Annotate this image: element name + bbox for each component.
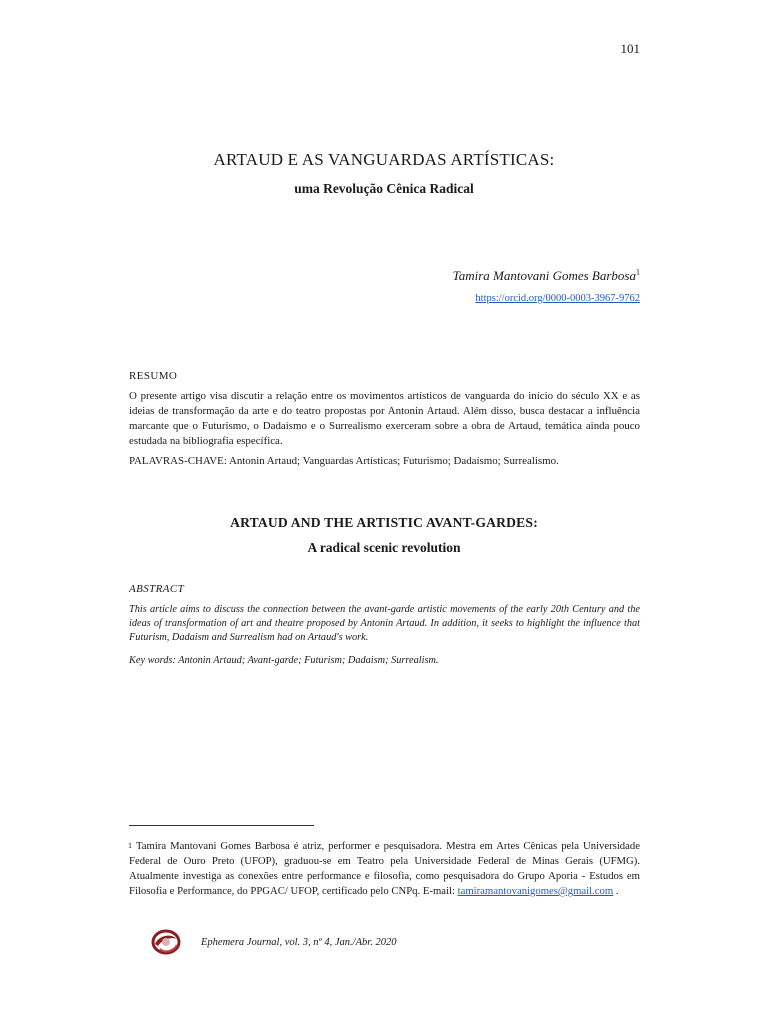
article-subtitle-pt: uma Revolução Cênica Radical xyxy=(294,181,474,196)
author-line xyxy=(453,268,640,284)
footnote-end: . xyxy=(615,885,619,897)
resumo-heading: RESUMO xyxy=(129,370,178,382)
journal-logo-icon xyxy=(149,927,183,957)
resumo-body: O presente artigo visa discutir a relação entre os movimentos artísticos de vanguarda do início do século XX e as ideias de transformação da arte e do teatro propostas por Antonin Artaud. Além disso, busca destacar a influência marcante que o Futurismo, o Dadaísmo e o Surrealismo exerceram sobre a obra de Artaud, temática ainda pouco estudada na bibliografia específica. xyxy=(129,390,640,447)
page-number: 101 xyxy=(620,41,640,56)
author-name: Tamira Mantovani Gomes Barbosa xyxy=(452,268,636,283)
article-subtitle-en: A radical scenic revolution xyxy=(307,540,461,555)
article-title-pt: ARTAUD E AS VANGUARDAS ARTÍSTICAS: xyxy=(213,150,555,169)
footnote xyxy=(129,839,640,899)
journal-footer: Ephemera Journal, vol. 3, nº 4, Jan./Abr. 2020 xyxy=(201,937,397,948)
footnote-text: Tamira Mantovani Gomes Barbosa é atriz, performer e pesquisadora. Mestra em Artes Cênicas pela Universidade Federal de Ouro Preto (UFOP), graduou-se em Teatro pela Universidade Federal de Minas Gerais (UFMG). Atualmente investiga as conexões entre performance e filosofia, como pesquisadora do Grupo Aporia - Estudos em Filosofia e Performance, do PPGAC/ UFOP, certificado pelo CNPq. E-mail: xyxy=(129,840,640,897)
article-title-en: ARTAUD AND THE ARTISTIC AVANT-GARDES: xyxy=(230,515,538,530)
footnote-marker: 1 xyxy=(128,841,132,850)
author-footnote-marker[interactable]: 1 xyxy=(636,267,640,277)
footnote-divider xyxy=(129,825,314,826)
orcid-link[interactable]: https://orcid.org/0000-0003-3967-9762 xyxy=(475,293,640,304)
email-link[interactable]: tamiramantovanigomes@gmail.com xyxy=(457,885,614,897)
abstract-heading: ABSTRACT xyxy=(129,583,185,595)
palavras-chave: PALAVRAS-CHAVE: Antonin Artaud; Vanguardas Artísticas; Futurismo; Dadaísmo; Surrealismo. xyxy=(129,455,559,467)
key-words: Key words: Antonin Artaud; Avant-garde; Futurism; Dadaism; Surrealism. xyxy=(129,655,439,666)
abstract-body: This article aims to discuss the connection between the avant-garde artistic movements of the early 20th Century and the ideas of transformation of art and theatre proposed by Antonin Artaud. In addition, it seeks to highlight the influence that Futurism, Dadaism and Surrealism had on Artaud's work. xyxy=(129,604,640,643)
